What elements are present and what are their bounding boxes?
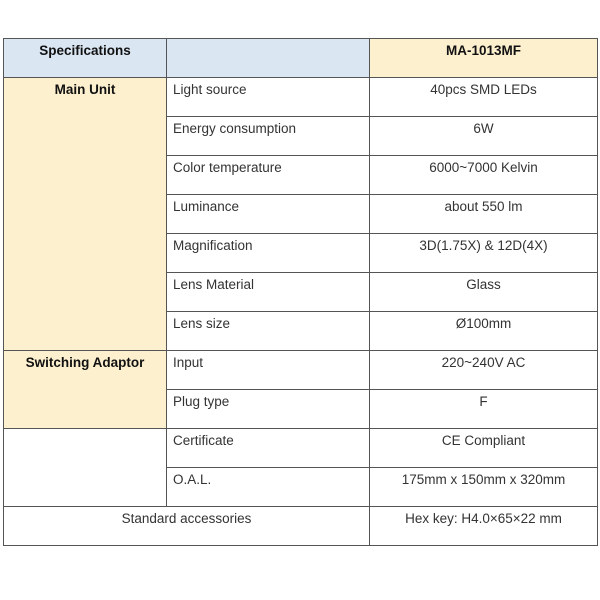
table-row bbox=[4, 351, 598, 390]
spec-value: Glass bbox=[370, 273, 598, 312]
spec-label: Light source bbox=[167, 78, 370, 117]
spec-label: O.A.L. bbox=[167, 468, 370, 507]
spec-label: Lens Material bbox=[167, 273, 370, 312]
accessories-value: Hex key: H4.0×65×22 mm bbox=[370, 507, 598, 546]
spec-value: 175mm x 150mm x 320mm bbox=[370, 468, 598, 507]
spec-label: Input bbox=[167, 351, 370, 390]
model-header: MA-1013MF bbox=[370, 39, 598, 78]
header-empty-cell bbox=[167, 39, 370, 78]
spec-value: about 550 lm bbox=[370, 195, 598, 234]
spec-value: 220~240V AC bbox=[370, 351, 598, 390]
spec-label: Color temperature bbox=[167, 156, 370, 195]
accessories-row bbox=[4, 507, 598, 546]
spec-label: Magnification bbox=[167, 234, 370, 273]
accessories-label: Standard accessories bbox=[4, 507, 370, 546]
spec-label: Luminance bbox=[167, 195, 370, 234]
spec-value: 3D(1.75X) & 12D(4X) bbox=[370, 234, 598, 273]
table-row bbox=[4, 78, 598, 117]
spec-label: Lens size bbox=[167, 312, 370, 351]
spec-label: Plug type bbox=[167, 390, 370, 429]
specifications-header: Specifications bbox=[4, 39, 167, 78]
spec-value: 40pcs SMD LEDs bbox=[370, 78, 598, 117]
spec-value: 6W bbox=[370, 117, 598, 156]
spec-value: CE Compliant bbox=[370, 429, 598, 468]
spec-value: F bbox=[370, 390, 598, 429]
main-unit-group: Main Unit bbox=[4, 78, 167, 351]
spec-value: Ø100mm bbox=[370, 312, 598, 351]
specifications-table bbox=[3, 38, 598, 546]
header-row bbox=[4, 39, 598, 78]
table-row bbox=[4, 429, 598, 468]
spec-label: Energy consumption bbox=[167, 117, 370, 156]
empty-group-cell bbox=[4, 429, 167, 507]
switching-adaptor-group: Switching Adaptor bbox=[4, 351, 167, 429]
spec-value: 6000~7000 Kelvin bbox=[370, 156, 598, 195]
spec-label: Certificate bbox=[167, 429, 370, 468]
